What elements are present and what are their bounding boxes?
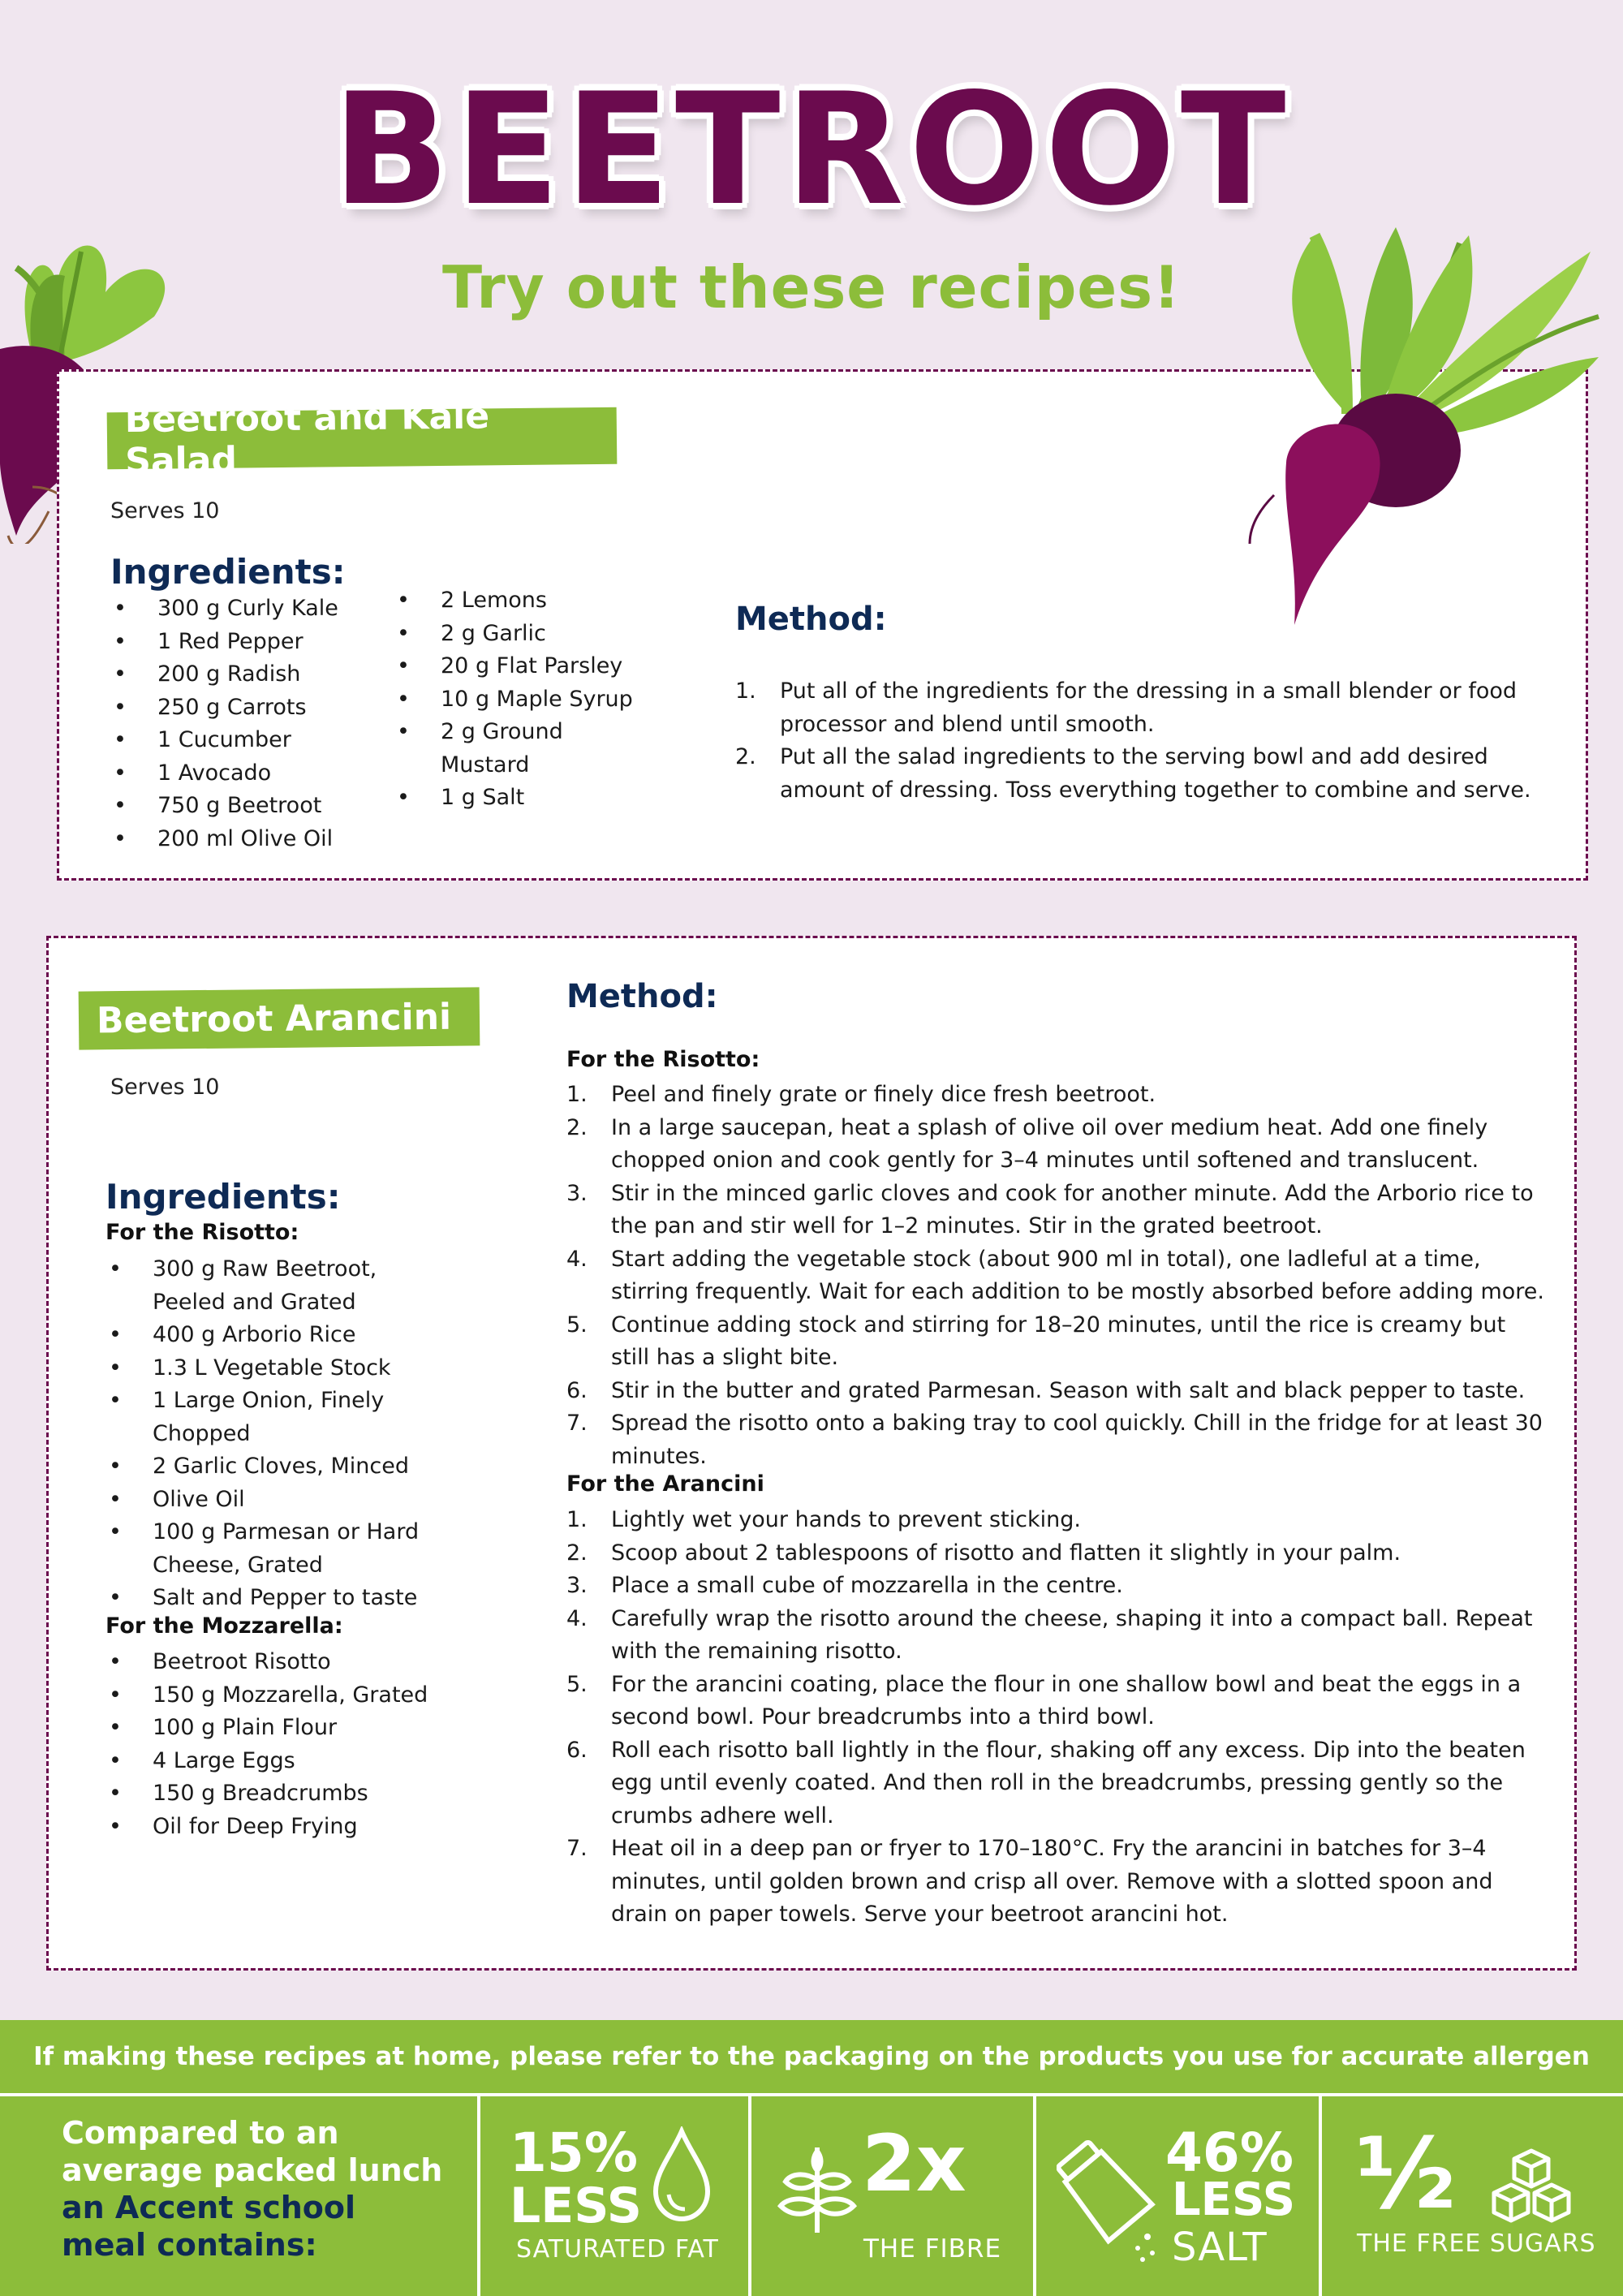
- list-item: 1. Peel and finely grate or finely dice fresh beetroot.: [566, 1082, 1156, 1107]
- list-item: • 1 Cucumber: [110, 724, 378, 757]
- list-item: 7. Spread the risotto onto a baking tray to cool quickly. Chill in the fridge for at least 30 minutes.: [566, 1411, 1543, 1469]
- salad-ingredients-heading: Ingredients:: [110, 552, 346, 592]
- list-item: 3. Place a small cube of mozzarella in the centre.: [566, 1573, 1123, 1598]
- salad-method-heading: Method:: [735, 601, 887, 638]
- list-item: • 1 g Salt: [394, 782, 661, 815]
- list-item: • 1 Avocado: [110, 757, 378, 790]
- arancini-risotto-ingredients-heading: For the Risotto:: [105, 1220, 299, 1245]
- arancini-mozzarella-ingredients-list: [105, 1646, 487, 1843]
- list-item: 5. For the arancini coating, place the flour in one shallow bowl and beat the eggs in a second bowl. Pour breadcrumbs into a third bowl.: [566, 1671, 1522, 1730]
- stat-divider: [748, 2096, 751, 2296]
- list-item: 5. Continue adding stock and stirring for 18–20 minutes, until the rice is creamy but still has a slight bite.: [566, 1312, 1506, 1370]
- list-item: • Beetroot Risotto: [105, 1646, 487, 1679]
- list-item: • 10 g Maple Syrup: [394, 683, 661, 717]
- list-item: • 4 Large Eggs: [105, 1745, 487, 1778]
- list-item: • 400 g Arborio Rice: [105, 1319, 471, 1352]
- list-item: • 2 Garlic Cloves, Minced: [105, 1450, 471, 1484]
- page-title: BEETROOT: [332, 60, 1291, 239]
- stat-salt-value: 46%: [1165, 2122, 1294, 2184]
- arancini-method-heading: Method:: [566, 978, 718, 1015]
- stat-divider: [1319, 2096, 1322, 2296]
- stat-saturated-fat-value: 15%: [510, 2122, 638, 2184]
- stat-salt-less: LESS: [1172, 2173, 1296, 2226]
- list-item: 6. Stir in the butter and grated Parmesan. Season with salt and black pepper to taste.: [566, 1377, 1526, 1403]
- list-item: • 2 g Ground Mustard: [394, 716, 588, 782]
- arancini-method-arancini-heading: For the Arancini: [566, 1471, 764, 1497]
- list-item: 2. Put all the salad ingredients to the serving bowl and add desired amount of dressing. Toss everything together to combine and serve.: [735, 744, 1531, 803]
- arancini-serves: Serves 10: [110, 1075, 220, 1100]
- list-item: 4. Start adding the vegetable stock (about 900 ml in total), one ladleful at a time, stirring frequently. Wait for each addition to be mostly absorbed before adding more.: [566, 1246, 1544, 1304]
- list-item: 4. Carefully wrap the risotto around the cheese, shaping it into a compact ball. Repeat with the remaining risotto.: [566, 1605, 1533, 1664]
- list-item: • 300 g Curly Kale: [110, 592, 378, 626]
- list-item: 1. Lightly wet your hands to prevent sticking.: [566, 1507, 1081, 1532]
- list-item: 2. In a large saucepan, heat a splash of olive oil over medium heat. Add one finely chopped onion and cook gently for 3–4 minutes until softened and translucent.: [566, 1114, 1488, 1173]
- water-drop-icon: [649, 2126, 714, 2224]
- comparison-text: Compared to an average packed lunch an Accent school meal contains:: [62, 2115, 443, 2263]
- list-item: • 1.3 L Vegetable Stock: [105, 1352, 471, 1385]
- list-item: • 150 g Breadcrumbs: [105, 1777, 487, 1811]
- sugar-cubes-icon: [1487, 2147, 1576, 2229]
- stat-sugars-value: ½: [1355, 2118, 1457, 2231]
- arancini-method-arancini-list: [566, 1504, 1548, 1932]
- arancini-mozzarella-ingredients-heading: For the Mozzarella:: [105, 1613, 343, 1639]
- salad-serves: Serves 10: [110, 498, 220, 523]
- list-item: • 100 g Plain Flour: [105, 1712, 487, 1745]
- list-item: 7. Heat oil in a deep pan or fryer to 170–180°C. Fry the arancini in batches for 3–4 minutes, until golden brown and crisp all over. Remove with a slotted spoon and drain on paper towels. Serve your beetroot arancini hot.: [566, 1836, 1493, 1927]
- arancini-title: Beetroot Arancini: [79, 987, 480, 1049]
- arancini-method-risotto-heading: For the Risotto:: [566, 1047, 760, 1072]
- stat-divider: [1033, 2096, 1036, 2296]
- list-item: • 250 g Carrots: [110, 691, 378, 725]
- stat-fibre-value: 2x: [862, 2118, 966, 2209]
- list-item: 3. Stir in the minced garlic cloves and cook for another minute. Add the Arborio rice to the pan and stir well for 1–2 minutes. Stir in the grated beetroot.: [566, 1180, 1534, 1238]
- stat-salt-label: SALT: [1172, 2225, 1268, 2270]
- salad-ingredients-list-2: [394, 584, 661, 815]
- list-item: • 100 g Parmesan or Hard Cheese, Grated: [105, 1516, 463, 1582]
- stat-saturated-fat-less: LESS: [510, 2178, 642, 2234]
- arancini-risotto-ingredients-list: [105, 1253, 471, 1615]
- allergen-notice: If making these recipes at home, please refer to the packaging on the products you use for accurate allergen: [0, 2020, 1623, 2093]
- beetroot-right-illustration: [1225, 219, 1607, 633]
- arancini-ingredients-heading: Ingredients:: [105, 1177, 341, 1217]
- stat-fibre-label: THE FIBRE: [863, 2234, 1002, 2264]
- wheat-icon: [773, 2131, 862, 2237]
- list-item: • 20 g Flat Parsley: [394, 650, 661, 683]
- list-item: 6. Roll each risotto ball lightly in the flour, shaking off any excess. Dip into the beaten egg until evenly coated. And then roll in the breadcrumbs, pressing gently so the crumbs adhere well.: [566, 1737, 1526, 1829]
- page-subtitle: Try out these recipes!: [442, 253, 1181, 321]
- list-item: 2. Scoop about 2 tablespoons of risotto and flatten it slightly in your palm.: [566, 1540, 1401, 1566]
- list-item: • Salt and Pepper to taste: [105, 1582, 471, 1615]
- list-item: • 1 Large Onion, Finely Chopped: [105, 1385, 446, 1450]
- salt-shaker-icon: [1057, 2133, 1162, 2263]
- salad-method-list: [735, 675, 1555, 807]
- list-item: • 300 g Raw Beetroot, Peeled and Grated: [105, 1253, 430, 1319]
- list-item: • 2 Lemons: [394, 584, 661, 618]
- list-item: • 1 Red Pepper: [110, 626, 378, 659]
- salad-ingredients-list-1: [110, 592, 378, 855]
- list-item: • 750 g Beetroot: [110, 790, 378, 823]
- list-item: • 200 ml Olive Oil: [110, 823, 378, 856]
- list-item: • 150 g Mozzarella, Grated: [105, 1679, 487, 1712]
- list-item: 1. Put all of the ingredients for the dressing in a small blender or food processor and blend until smooth.: [735, 678, 1518, 737]
- stat-saturated-fat-label: SATURATED FAT: [516, 2235, 719, 2264]
- arancini-method-risotto-list: [566, 1079, 1548, 1473]
- stat-sugars-label: THE FREE SUGARS: [1357, 2229, 1596, 2258]
- list-item: • Oil for Deep Frying: [105, 1811, 487, 1844]
- list-item: • Olive Oil: [105, 1484, 471, 1517]
- salad-title: Beetroot and Kale Salad: [107, 407, 618, 470]
- list-item: • 2 g Garlic: [394, 618, 661, 651]
- list-item: • 200 g Radish: [110, 658, 378, 691]
